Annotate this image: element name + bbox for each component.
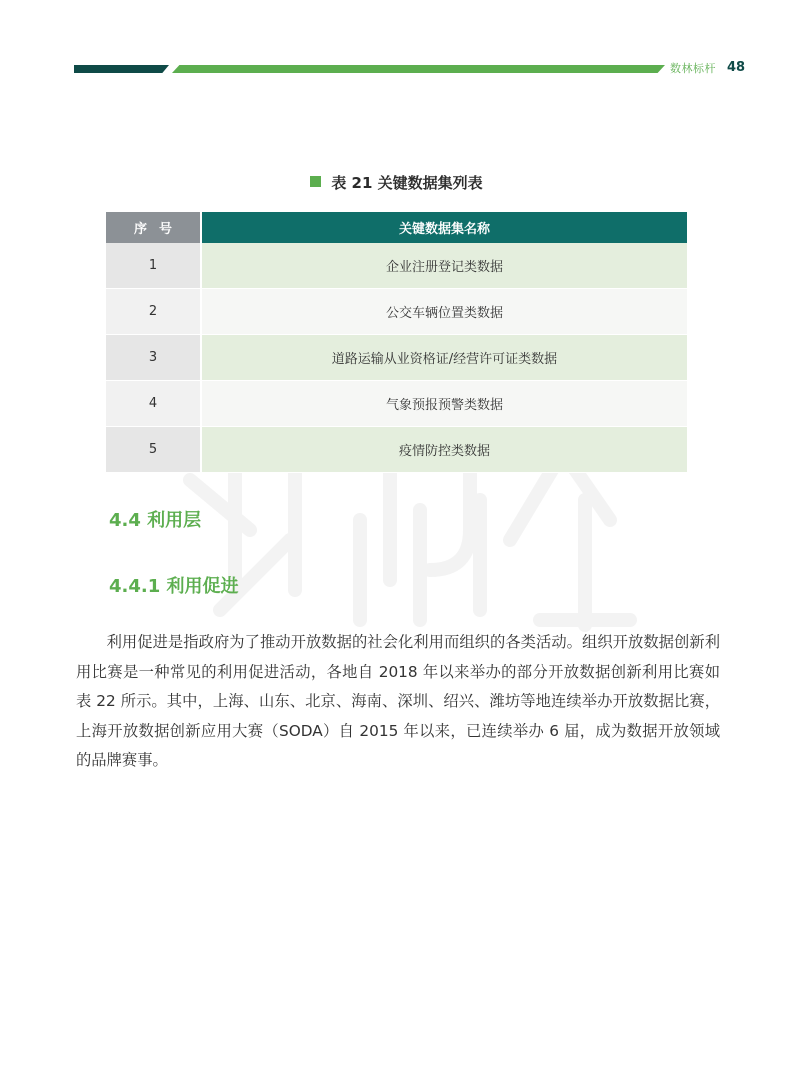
table-header-row [106, 212, 687, 243]
table-row [106, 335, 687, 381]
table-row [106, 381, 687, 427]
dataset-name-cell: 公交车辆位置类数据 [201, 289, 687, 335]
dataset-name-cell: 气象预报预警类数据 [201, 381, 687, 427]
key-datasets-table [106, 212, 687, 473]
header-bar-dark [74, 65, 169, 73]
row-number-cell: 3 [106, 335, 201, 381]
table-caption [0, 173, 793, 193]
subsection-heading: 4.4.1 利用促进 [109, 576, 239, 597]
column-header-no: 序号 [106, 212, 201, 243]
page-number: 48 [727, 60, 746, 75]
header-section-title: 数林标杆 [670, 62, 716, 75]
body-paragraph: 利用促进是指政府为了推动开放数据的社会化利用而组织的各类活动。组织开放数据创新利用比赛是一种常见的利用促进活动，各地自 2018 年以来举办的部分开放数据创新利用比赛如表 22 所示。其中，上海、山东、北京、海南、深圳、绍兴、潍坊等地连续举办开放数据比赛，上海开放数据创新应用大赛（SODA）自 2015 年以来，已连续举办 6 届，成为数据开放领域的品牌赛事。 [76, 633, 720, 770]
table-row [106, 243, 687, 289]
caption-square-icon [310, 176, 321, 187]
table-row [106, 289, 687, 335]
row-number-cell: 5 [106, 427, 201, 473]
row-number-cell: 2 [106, 289, 201, 335]
dataset-name-cell: 企业注册登记类数据 [201, 243, 687, 289]
column-header-name: 关键数据集名称 [201, 212, 687, 243]
header-bar-green [172, 65, 665, 73]
table-caption-text: 表 21 关键数据集列表 [331, 174, 483, 192]
row-number-cell: 1 [106, 243, 201, 289]
dataset-name-cell: 道路运输从业资格证/经营许可证类数据 [201, 335, 687, 381]
dataset-name-cell: 疫情防控类数据 [201, 427, 687, 473]
row-number-cell: 4 [106, 381, 201, 427]
section-heading: 4.4 利用层 [109, 510, 202, 531]
table-row [106, 427, 687, 473]
